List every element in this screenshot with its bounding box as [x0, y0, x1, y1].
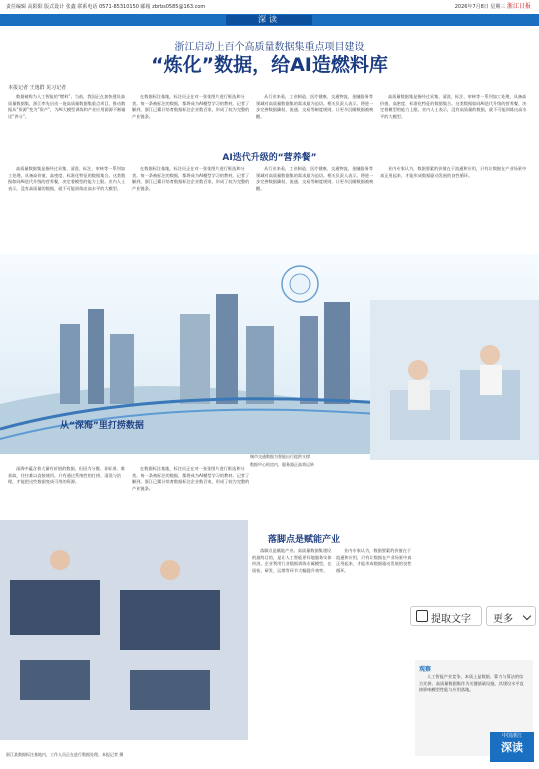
annotation-scene [0, 520, 248, 740]
side-note-title: 观察 [419, 666, 432, 673]
extract-text-label: 提取文字 [431, 614, 471, 625]
header-date: 2026年7月8日 星期三 [454, 4, 506, 10]
article-col-2: 在数据标注基地，标注员正在对一张张图片进行框选和分类。每一条被标注的数据，都将成为AI模型学习的教材。记者了解到，浙江已累计培育数据标注企业数百家，形成了较为完整的产业链条。 [132, 94, 250, 119]
subhead-3: 落脚点是赋能产业 [268, 535, 341, 545]
brand-badge [490, 732, 534, 762]
section-bar [0, 14, 539, 26]
page-header [0, 0, 539, 14]
section1-col-c: 从行业来看，工业制造、医疗健康、交通物流、金融服务等领域对高质量数据集的需求最为迫切。相关负责人表示，将进一步完善数据确权、流通、交易等制度规则，让更多沉睡数据被唤醒。 [256, 166, 374, 191]
more-label: 更多 [493, 614, 513, 625]
more-button[interactable] [486, 606, 536, 626]
caption-3: 数据中心机房内，服务器正高效运转 [250, 462, 314, 467]
brand-line-2: 深读 [501, 741, 523, 754]
article-headline: “炼化”数据，给AI造燃料库 [151, 54, 388, 76]
brand-line-1: 中国浙江 [501, 733, 522, 739]
newspaper-logo: 浙江日报 [506, 3, 531, 10]
subhead-1: AI迭代升级的“营养餐” [222, 153, 317, 163]
section1-col-a: 高质量数据集是指经过采集、清洗、标注、审核等一系列加工处理，具备高价值、高密度、标准化特征的数据集合。这类数据如同AI迭代升级的营养餐，决定着模型的能力上限。业内人士表示，没有高质量的数据，就不可能训练出高水平的大模型。 [8, 166, 126, 191]
article-col-1: 高质量数据集是指经过采集、清洗、标注、审核等一系列加工处理，具备高价值、高密度、标准化特征的数据集合。这类数据如同AI迭代升级的营养餐，决定着模型的能力上限。业内人士表示，没有高质量的数据，就不可能训练出高水平的大模型。 [380, 94, 527, 119]
section-tag: 深读 [226, 15, 312, 25]
article-byline: 本报记者 王逸群 见习记者 [8, 85, 67, 91]
header-date-logo [455, 0, 531, 14]
caption-2: 城市交通数据为智能出行提供支撑 [250, 454, 310, 459]
extract-text-icon [416, 610, 428, 622]
photo-annotation-center [0, 520, 248, 740]
article-col-3: 从行业来看，工业制造、医疗健康、交通物流、金融服务等领域对高质量数据集的需求最为迫切。相关负责人表示，将进一步完善数据确权、流通、交易等制度规则，让更多沉睡数据被唤醒。 [256, 94, 374, 119]
header-info: 责任编辑 高阳阳 版式设计 张鑫 联系电话 0571-85310150 邮箱 zbrbs0585@163.com [6, 4, 206, 10]
section2-col-b: 在数据标注基地，标注员正在对一张张图片进行框选和分类。每一条被标注的数据，都将成为AI模型学习的教材。记者了解到，浙江已累计培育数据标注企业数百家，形成了较为完整的产业链条。 [132, 466, 250, 491]
section3-col-a: 落脚点是赋能产业。高质量数据集建设的最终目的，是让人工智能更好地服务实体经济。企业利用行业数据训练专属模型，在质检、研发、运维等环节大幅提升效率。 [252, 548, 332, 573]
photo-worker [370, 300, 539, 460]
section3-col-b: 业内专家认为，数据要素的价值在于流通和应用，只有让数据在产业场景中真正用起来，才能形成数据驱动发展的良性循环。 [336, 548, 412, 573]
article-lead: 数据被称为人工智能的“燃料”。当前，我国正在加快建设高质量数据集，浙江率先启动一批高质量数据集重点项目，推动数据从“资源”变为“资产”，为AI大模型训练和产业应用源源不断输送“养分”。 [8, 94, 126, 119]
chevron-down-icon [523, 612, 531, 620]
subhead-2: 从“深海”里打捞数据 [60, 421, 144, 431]
article-kicker: 浙江启动上百个高质量数据集重点项目建设 [174, 42, 365, 53]
section2-col-a: 深海中蕴含着大量有价值的数据，但因为分散、非标准、难获取，往往难以直接使用。只有通过系统性的打捞、清洗与治理，才能把这些数据变成可用的资源。 [8, 466, 125, 485]
section1-col-d: 业内专家认为，数据要素的价值在于流通和应用，只有让数据在产业场景中真正用起来，才能形成数据驱动发展的良性循环。 [380, 166, 527, 178]
caption-1: 浙江某数据标注基地内，工作人员正在进行数据处理。本报记者 摄 [6, 752, 124, 757]
worker-scene [370, 300, 539, 460]
side-note-text: 人工智能产业竞争，本质上是数据、算力与算法的综合比拼。高质量数据集作为关键基础设施，其建设水平直接影响模型性能与应用落地。 [419, 674, 524, 693]
section1-col-b: 在数据标注基地，标注员正在对一张张图片进行框选和分类。每一条被标注的数据，都将成为AI模型学习的教材。记者了解到，浙江已累计培育数据标注企业数百家，形成了较为完整的产业链条。 [132, 166, 250, 191]
extract-text-button[interactable] [410, 606, 482, 626]
